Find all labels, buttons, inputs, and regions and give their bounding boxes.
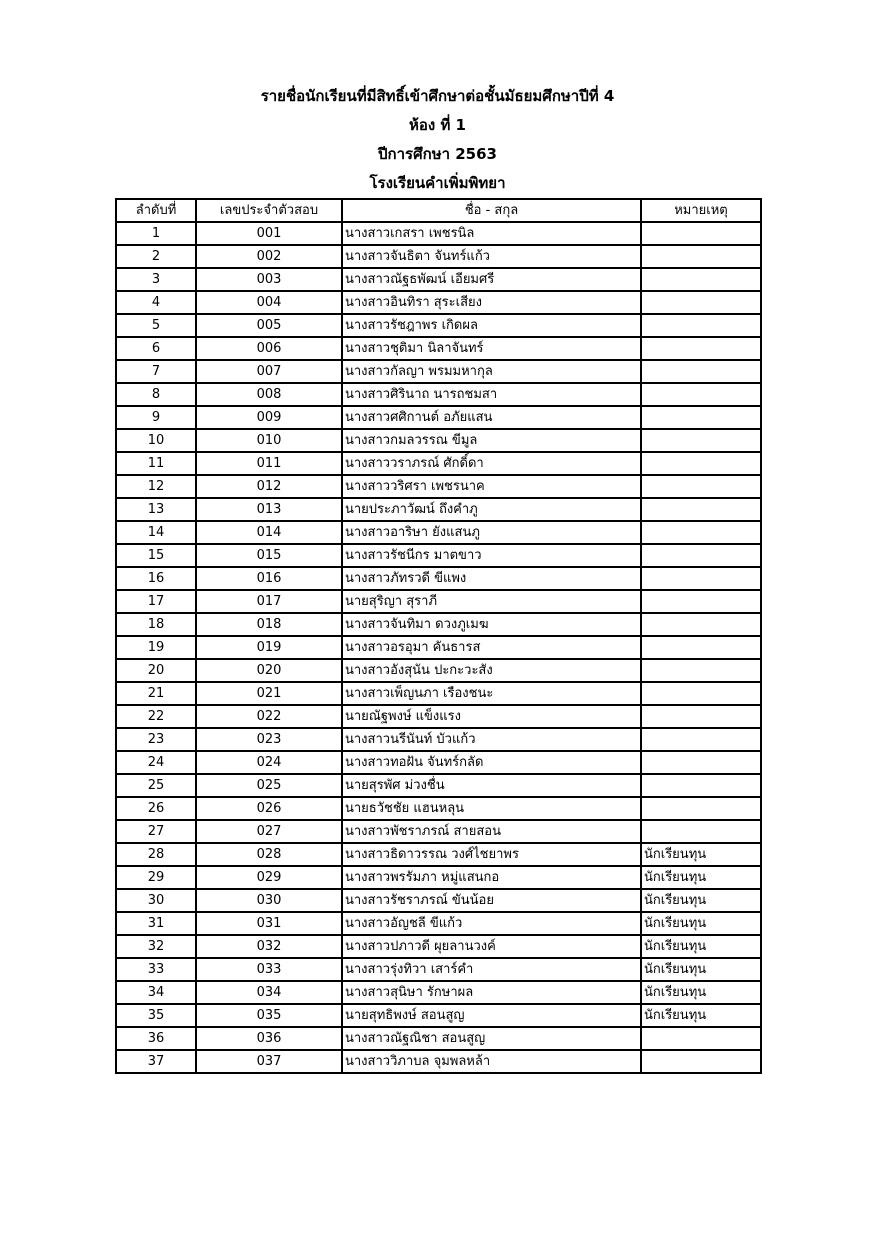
table-row: [116, 1027, 761, 1050]
row-remarks-cell: นักเรียนทุน: [641, 866, 761, 889]
row-remarks-cell: [641, 406, 761, 429]
row-name-cell: นายประภาวัฒน์ ถึงคำภู: [342, 498, 641, 521]
table-row: [116, 1004, 761, 1027]
row-remarks-cell: [641, 475, 761, 498]
table-row: [116, 774, 761, 797]
row-exam-id-cell: 035: [196, 1004, 342, 1027]
table-row: [116, 360, 761, 383]
row-order-cell: 26: [116, 797, 196, 820]
row-remarks-cell: [641, 337, 761, 360]
row-name-cell: นางสาววิภาบล จุมพลหล้า: [342, 1050, 641, 1073]
table-row: [116, 843, 761, 866]
row-order-cell: 21: [116, 682, 196, 705]
row-exam-id-cell: 007: [196, 360, 342, 383]
row-remarks-cell: [641, 268, 761, 291]
row-remarks-cell: [641, 1027, 761, 1050]
row-exam-id-cell: 013: [196, 498, 342, 521]
row-exam-id-cell: 002: [196, 245, 342, 268]
table-row: [116, 613, 761, 636]
row-order-cell: 33: [116, 958, 196, 981]
table-row: [116, 1050, 761, 1073]
table-row: [116, 268, 761, 291]
table-row: [116, 820, 761, 843]
table-row: [116, 797, 761, 820]
row-exam-id-cell: 012: [196, 475, 342, 498]
row-order-cell: 10: [116, 429, 196, 452]
row-exam-id-cell: 024: [196, 751, 342, 774]
row-name-cell: นางสาวศศิกานต์ อภัยแสน: [342, 406, 641, 429]
row-order-cell: 36: [116, 1027, 196, 1050]
row-exam-id-cell: 036: [196, 1027, 342, 1050]
row-exam-id-cell: 023: [196, 728, 342, 751]
row-name-cell: นางสาวกัลญา พรมมหากุล: [342, 360, 641, 383]
row-exam-id-cell: 020: [196, 659, 342, 682]
row-name-cell: นางสาวอังสุนัน ปะกะวะสัง: [342, 659, 641, 682]
row-remarks-cell: [641, 751, 761, 774]
row-exam-id-cell: 027: [196, 820, 342, 843]
row-remarks-cell: [641, 820, 761, 843]
row-exam-id-cell: 025: [196, 774, 342, 797]
row-order-cell: 32: [116, 935, 196, 958]
row-exam-id-cell: 034: [196, 981, 342, 1004]
row-name-cell: นางสาวอินทิรา สุระเสียง: [342, 291, 641, 314]
row-name-cell: นางสาวจันธิตา จันทร์แก้ว: [342, 245, 641, 268]
row-exam-id-cell: 010: [196, 429, 342, 452]
table-row: [116, 751, 761, 774]
row-name-cell: นางสาวรัชนีกร มาตขาว: [342, 544, 641, 567]
row-exam-id-cell: 033: [196, 958, 342, 981]
table-row: [116, 981, 761, 1004]
row-order-cell: 30: [116, 889, 196, 912]
document-title-block: [0, 82, 875, 198]
row-order-cell: 8: [116, 383, 196, 406]
row-exam-id-cell: 017: [196, 590, 342, 613]
table-row: [116, 659, 761, 682]
row-order-cell: 4: [116, 291, 196, 314]
row-exam-id-cell: 032: [196, 935, 342, 958]
row-exam-id-cell: 030: [196, 889, 342, 912]
row-remarks-cell: นักเรียนทุน: [641, 889, 761, 912]
row-order-cell: 18: [116, 613, 196, 636]
row-order-cell: 5: [116, 314, 196, 337]
row-name-cell: นางสาวกมลวรรณ ขีมูล: [342, 429, 641, 452]
row-exam-id-cell: 021: [196, 682, 342, 705]
row-remarks-cell: [641, 498, 761, 521]
row-exam-id-cell: 003: [196, 268, 342, 291]
row-name-cell: นางสาวจันทิมา ดวงภูเมฆ: [342, 613, 641, 636]
row-order-cell: 16: [116, 567, 196, 590]
row-order-cell: 35: [116, 1004, 196, 1027]
table-row: [116, 866, 761, 889]
row-name-cell: นางสาวพัชราภรณ์ สายสอน: [342, 820, 641, 843]
row-order-cell: 37: [116, 1050, 196, 1073]
row-exam-id-cell: 015: [196, 544, 342, 567]
row-order-cell: 11: [116, 452, 196, 475]
row-name-cell: นายณัฐพงษ์ แข็งแรง: [342, 705, 641, 728]
column-header-exam-id: เลขประจำตัวสอบ: [196, 199, 342, 222]
table-row: [116, 544, 761, 567]
row-remarks-cell: [641, 636, 761, 659]
row-name-cell: นางสาวเพ็ญนภา เรืองชนะ: [342, 682, 641, 705]
row-remarks-cell: นักเรียนทุน: [641, 1004, 761, 1027]
table-row: [116, 429, 761, 452]
student-roster-table: [115, 198, 762, 1074]
table-row: [116, 728, 761, 751]
row-exam-id-cell: 016: [196, 567, 342, 590]
row-remarks-cell: [641, 797, 761, 820]
row-name-cell: นางสาวปภาวดี ผุยลานวงค์: [342, 935, 641, 958]
row-name-cell: นางสาวรุ่งทิวา เสาร์คำ: [342, 958, 641, 981]
table-body: [116, 222, 761, 1073]
row-name-cell: นางสาววริศรา เพชรนาค: [342, 475, 641, 498]
row-name-cell: นางสาวรัชราภรณ์ ขันน้อย: [342, 889, 641, 912]
row-order-cell: 2: [116, 245, 196, 268]
table-row: [116, 452, 761, 475]
row-exam-id-cell: 029: [196, 866, 342, 889]
row-exam-id-cell: 009: [196, 406, 342, 429]
row-order-cell: 12: [116, 475, 196, 498]
table-row: [116, 567, 761, 590]
row-order-cell: 14: [116, 521, 196, 544]
row-remarks-cell: [641, 774, 761, 797]
row-name-cell: นางสาวชุติมา นิลาจันทร์: [342, 337, 641, 360]
row-exam-id-cell: 008: [196, 383, 342, 406]
table-row: [116, 590, 761, 613]
row-remarks-cell: [641, 705, 761, 728]
column-header-full-name: ชื่อ - สกุล: [342, 199, 641, 222]
row-name-cell: นางสาวอาริษา ยังแสนภู: [342, 521, 641, 544]
row-name-cell: นายสุทธิพงษ์ สอนสูญ: [342, 1004, 641, 1027]
row-order-cell: 1: [116, 222, 196, 245]
table-row: [116, 705, 761, 728]
table-row: [116, 337, 761, 360]
row-remarks-cell: [641, 360, 761, 383]
table-row: [116, 682, 761, 705]
row-exam-id-cell: 019: [196, 636, 342, 659]
row-exam-id-cell: 014: [196, 521, 342, 544]
row-name-cell: นางสาวศิรินาถ นารถชมสา: [342, 383, 641, 406]
row-exam-id-cell: 011: [196, 452, 342, 475]
column-header-remarks: หมายเหตุ: [641, 199, 761, 222]
row-name-cell: นางสาวเกสรา เพชรนิล: [342, 222, 641, 245]
row-exam-id-cell: 006: [196, 337, 342, 360]
row-exam-id-cell: 001: [196, 222, 342, 245]
row-order-cell: 7: [116, 360, 196, 383]
document-academic-year: ปีการศึกษา 2563: [378, 145, 497, 163]
table-row: [116, 958, 761, 981]
row-remarks-cell: [641, 245, 761, 268]
document-school-name: โรงเรียนคำเพิ่มพิทยา: [369, 174, 506, 192]
row-exam-id-cell: 031: [196, 912, 342, 935]
row-remarks-cell: [641, 682, 761, 705]
row-name-cell: นางสาวอรอุมา คันธารส: [342, 636, 641, 659]
row-order-cell: 29: [116, 866, 196, 889]
row-name-cell: นางสาวสุนิษา รักษาผล: [342, 981, 641, 1004]
row-order-cell: 3: [116, 268, 196, 291]
table-row: [116, 498, 761, 521]
table-row: [116, 314, 761, 337]
row-exam-id-cell: 026: [196, 797, 342, 820]
row-name-cell: นางสาวภัทรวดี ขีแพง: [342, 567, 641, 590]
row-remarks-cell: นักเรียนทุน: [641, 981, 761, 1004]
row-name-cell: นางสาวณัฐณิชา สอนสูญ: [342, 1027, 641, 1050]
column-header-order: ลำดับที่: [116, 199, 196, 222]
table-row: [116, 935, 761, 958]
row-remarks-cell: [641, 429, 761, 452]
row-exam-id-cell: 005: [196, 314, 342, 337]
row-name-cell: นายสุริญา สุราภี: [342, 590, 641, 613]
document-title: รายชื่อนักเรียนที่มีสิทธิ์เข้าศึกษาต่อชั้นมัธยมศึกษาปีที่ 4: [260, 87, 615, 105]
row-name-cell: นางสาวพรรัมภา หมู่แสนกอ: [342, 866, 641, 889]
row-order-cell: 17: [116, 590, 196, 613]
row-name-cell: นางสาวทอฝัน จันทร์กลัด: [342, 751, 641, 774]
row-remarks-cell: นักเรียนทุน: [641, 843, 761, 866]
row-remarks-cell: นักเรียนทุน: [641, 935, 761, 958]
row-remarks-cell: [641, 452, 761, 475]
row-exam-id-cell: 004: [196, 291, 342, 314]
row-order-cell: 13: [116, 498, 196, 521]
row-name-cell: นายธวัชชัย แฮนหลุน: [342, 797, 641, 820]
row-order-cell: 28: [116, 843, 196, 866]
table-row: [116, 912, 761, 935]
table-row: [116, 383, 761, 406]
row-order-cell: 23: [116, 728, 196, 751]
row-remarks-cell: [641, 590, 761, 613]
row-order-cell: 27: [116, 820, 196, 843]
row-remarks-cell: [641, 314, 761, 337]
row-order-cell: 9: [116, 406, 196, 429]
row-order-cell: 22: [116, 705, 196, 728]
table-row: [116, 245, 761, 268]
table-row: [116, 475, 761, 498]
table-row: [116, 521, 761, 544]
table-row: [116, 291, 761, 314]
row-exam-id-cell: 028: [196, 843, 342, 866]
table-row: [116, 636, 761, 659]
row-order-cell: 6: [116, 337, 196, 360]
row-remarks-cell: นักเรียนทุน: [641, 958, 761, 981]
row-order-cell: 20: [116, 659, 196, 682]
row-name-cell: นายสุรพัศ ม่วงชื่น: [342, 774, 641, 797]
table-row: [116, 889, 761, 912]
row-name-cell: นางสาวธิดาวรรณ วงศ์ไชยาพร: [342, 843, 641, 866]
row-remarks-cell: [641, 659, 761, 682]
row-remarks-cell: [641, 613, 761, 636]
row-exam-id-cell: 037: [196, 1050, 342, 1073]
row-name-cell: นางสาวนรีนันท์ บัวแก้ว: [342, 728, 641, 751]
table-row: [116, 406, 761, 429]
row-order-cell: 15: [116, 544, 196, 567]
row-name-cell: นางสาวรัชฎาพร เกิดผล: [342, 314, 641, 337]
row-remarks-cell: นักเรียนทุน: [641, 912, 761, 935]
row-order-cell: 25: [116, 774, 196, 797]
row-order-cell: 19: [116, 636, 196, 659]
row-remarks-cell: [641, 383, 761, 406]
row-name-cell: นางสาววราภรณ์ ศักดิ์ดา: [342, 452, 641, 475]
table-header-row: [116, 199, 761, 222]
row-exam-id-cell: 022: [196, 705, 342, 728]
table-row: [116, 222, 761, 245]
row-order-cell: 24: [116, 751, 196, 774]
row-remarks-cell: [641, 544, 761, 567]
row-remarks-cell: [641, 728, 761, 751]
row-order-cell: 34: [116, 981, 196, 1004]
row-remarks-cell: [641, 222, 761, 245]
row-remarks-cell: [641, 567, 761, 590]
row-name-cell: นางสาวอัญชลี ขีแก้ว: [342, 912, 641, 935]
document-room: ห้อง ที่ 1: [409, 116, 466, 134]
row-remarks-cell: [641, 521, 761, 544]
row-order-cell: 31: [116, 912, 196, 935]
row-remarks-cell: [641, 1050, 761, 1073]
row-exam-id-cell: 018: [196, 613, 342, 636]
row-name-cell: นางสาวณัฐธพัฒน์ เอียมศรี: [342, 268, 641, 291]
row-remarks-cell: [641, 291, 761, 314]
